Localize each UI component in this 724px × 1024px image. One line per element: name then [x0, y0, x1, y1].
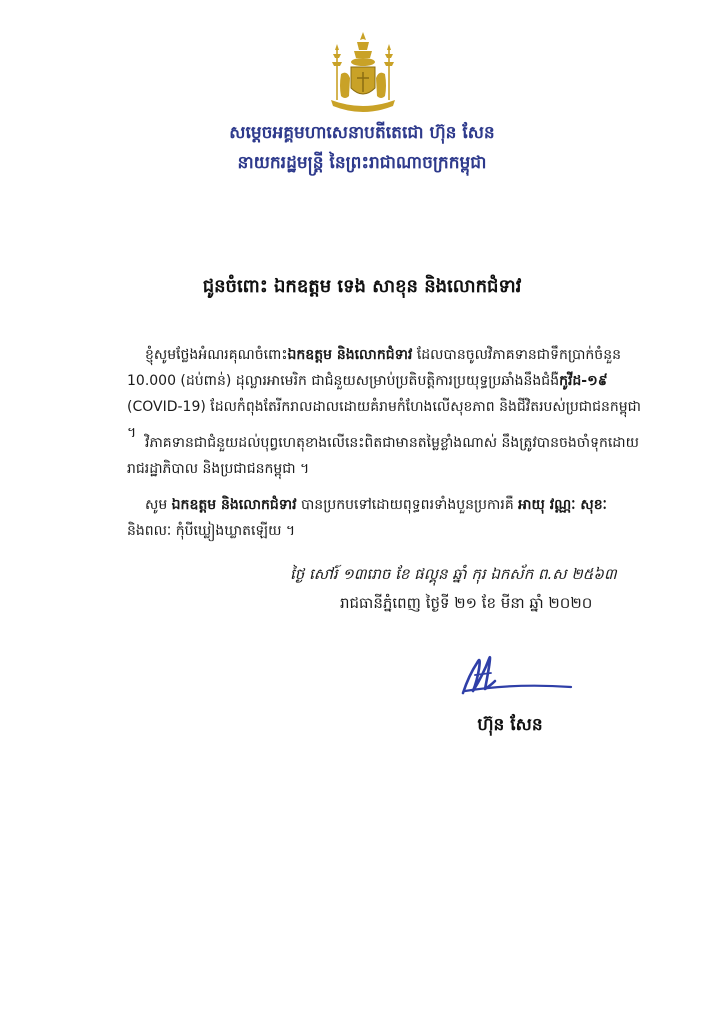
date-place: រាជធានីភ្នំពេញ ថ្ងៃទី ២១ ខែ មីនា ឆ្នាំ ២០២០ [340, 594, 593, 612]
date-lunar: ថ្ងៃ សៅរ៍ ១៣រោច ខែ ផល្គុន ឆ្នាំ កុរ ឯកស័ក ព.ស ២៥៦៣ [290, 565, 617, 583]
p3-text-3: និងពលៈ កុំបីឃ្លៀងឃ្លាតឡើយ ។ [127, 523, 296, 539]
sender-title: នាយករដ្ឋមន្ត្រី នៃព្រះរាជាណាចក្រកម្ពុជា [237, 153, 487, 173]
signer-name: ហ៊ុន សែន [477, 715, 543, 735]
p1-covid-term: កូវីដ-១៩ [559, 373, 608, 389]
p2-text: វិភាគទានជាជំនួយដល់បុព្វហេតុខាងលើនេះពិតជាមានតម្លៃខ្លាំងណាស់ នឹងត្រូវបានចងចាំទុកដោយរាជរដ្ឋាភិបាល និងប្រជាជនកម្ពុជា ។ [127, 435, 639, 477]
p3-text-1: សូម [145, 497, 172, 513]
p1-text-2: ដែលបានចូលវិភាគទានជាទឹកប្រាក់ចំនួន 10.000 (ដប់ពាន់) ដុល្លារអាមេរិក ជាជំនួយសម្រាប់ប្រតិបត្តិការប្រយុទ្ធប្រឆាំងនឹងជំងឺ [127, 347, 621, 389]
signature-icon [455, 645, 575, 705]
p3-honorific: ឯកឧត្តម និងលោកជំទាវ [171, 497, 297, 513]
p1-text-1: ខ្ញុំសូមថ្លែងអំណរគុណចំពោះ [145, 347, 288, 363]
paragraph-3 [127, 492, 647, 544]
p1-text-3: (COVID-19) ដែលកំពុងតែរីករាលដាលដោយគំរាមកំហែងលើសុខភាព និងជីវិតរបស់ប្រជាជនកម្ពុជា ។ [127, 399, 642, 441]
recipient-line: ជូនចំពោះ ឯកឧត្តម ទេង សាខុន និងលោកជំទាវ [202, 276, 522, 297]
p3-text-2: បានប្រកបទៅដោយពុទ្ធពរទាំងបួនប្រការគឺ [296, 497, 519, 513]
sender-name: សម្តេចអគ្គមហាសេនាបតីតេជោ ហ៊ុន សែន [229, 123, 495, 143]
paragraph-2 [127, 430, 647, 482]
p1-honorific: ឯកឧត្តម និងលោកជំទាវ [287, 347, 413, 363]
royal-arms-of-cambodia-icon [317, 30, 409, 118]
p3-blessings: អាយុ វណ្ណៈ សុខៈ [518, 497, 607, 513]
